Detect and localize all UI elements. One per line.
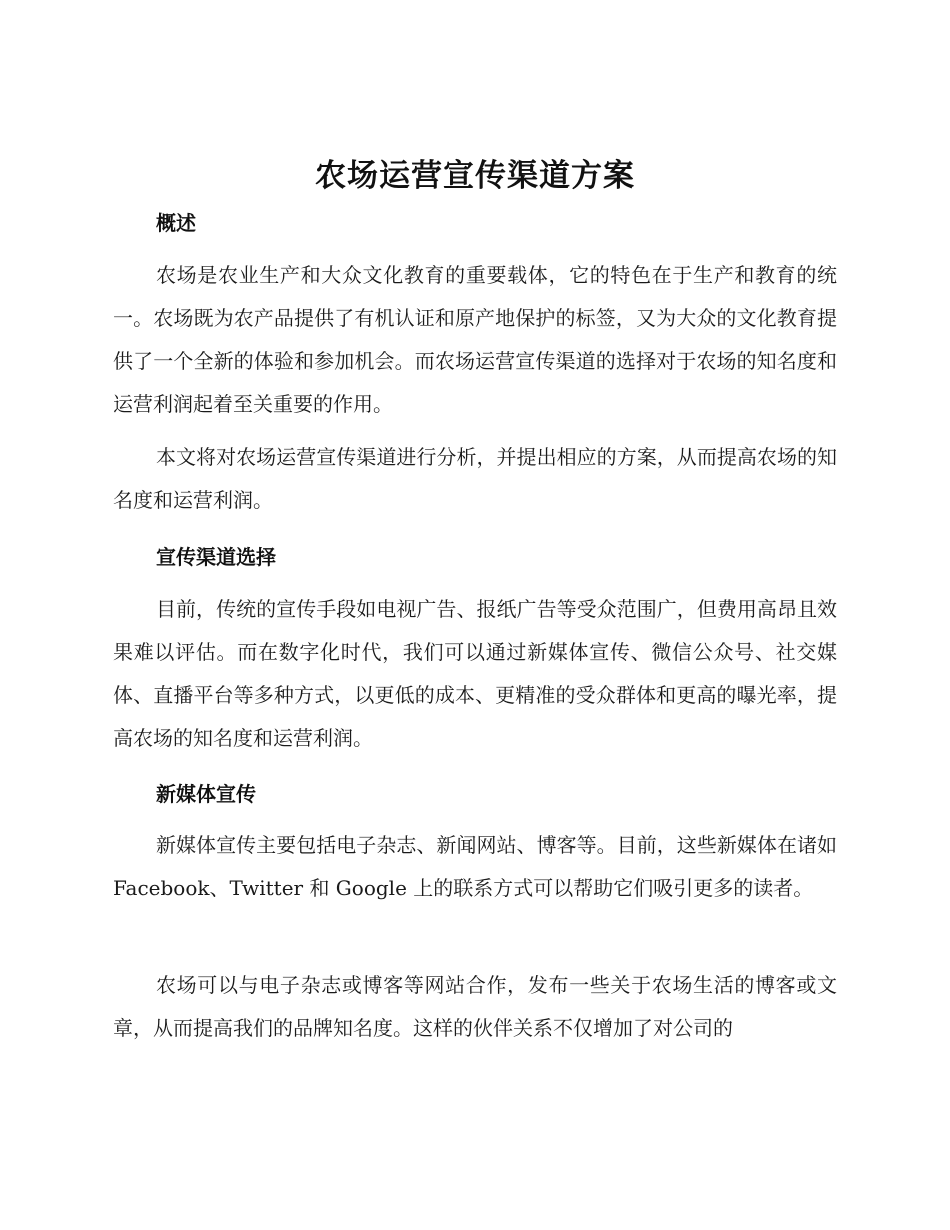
paragraph-channel-selection-1: 目前，传统的宣传手段如电视广告、报纸广告等受众范围广，但费用高昂且效果难以评估。而在数字化时代，我们可以通过新媒体宣传、微信公众号、社交媒体、直播平台等多种方式，以更低的成本、更精准的受众群体和更高的曝光率，提高农场的知名度和运营利润。 — [113, 597, 837, 750]
document-title: 农场运营宣传渠道方案 — [315, 158, 635, 194]
section-heading-overview: 概述 — [156, 211, 196, 235]
paragraph-new-media-1: 新媒体宣传主要包括电子杂志、新闻网站、博客等。目前，这些新媒体在诸如 Facebook、Twitter 和 Google 上的联系方式可以帮助它们吸引更多的读者。 — [113, 833, 837, 900]
paragraph-new-media-2: 农场可以与电子杂志或博客等网站合作，发布一些关于农场生活的博客或文章，从而提高我们的品牌知名度。这样的伙伴关系不仅增加了对公司的 — [113, 973, 837, 1040]
paragraph-overview-1: 农场是农业生产和大众文化教育的重要载体，它的特色在于生产和教育的统一。农场既为农产品提供了有机认证和原产地保护的标签，又为大众的文化教育提供了一个全新的体验和参加机会。而农场运营宣传渠道的选择对于农场的知名度和运营利润起着至关重要的作用。 — [113, 263, 837, 416]
section-heading-new-media: 新媒体宣传 — [156, 782, 256, 806]
paragraph-overview-2: 本文将对农场运营宣传渠道进行分析，并提出相应的方案，从而提高农场的知名度和运营利润。 — [113, 445, 837, 512]
section-heading-channel-selection: 宣传渠道选择 — [156, 545, 276, 569]
